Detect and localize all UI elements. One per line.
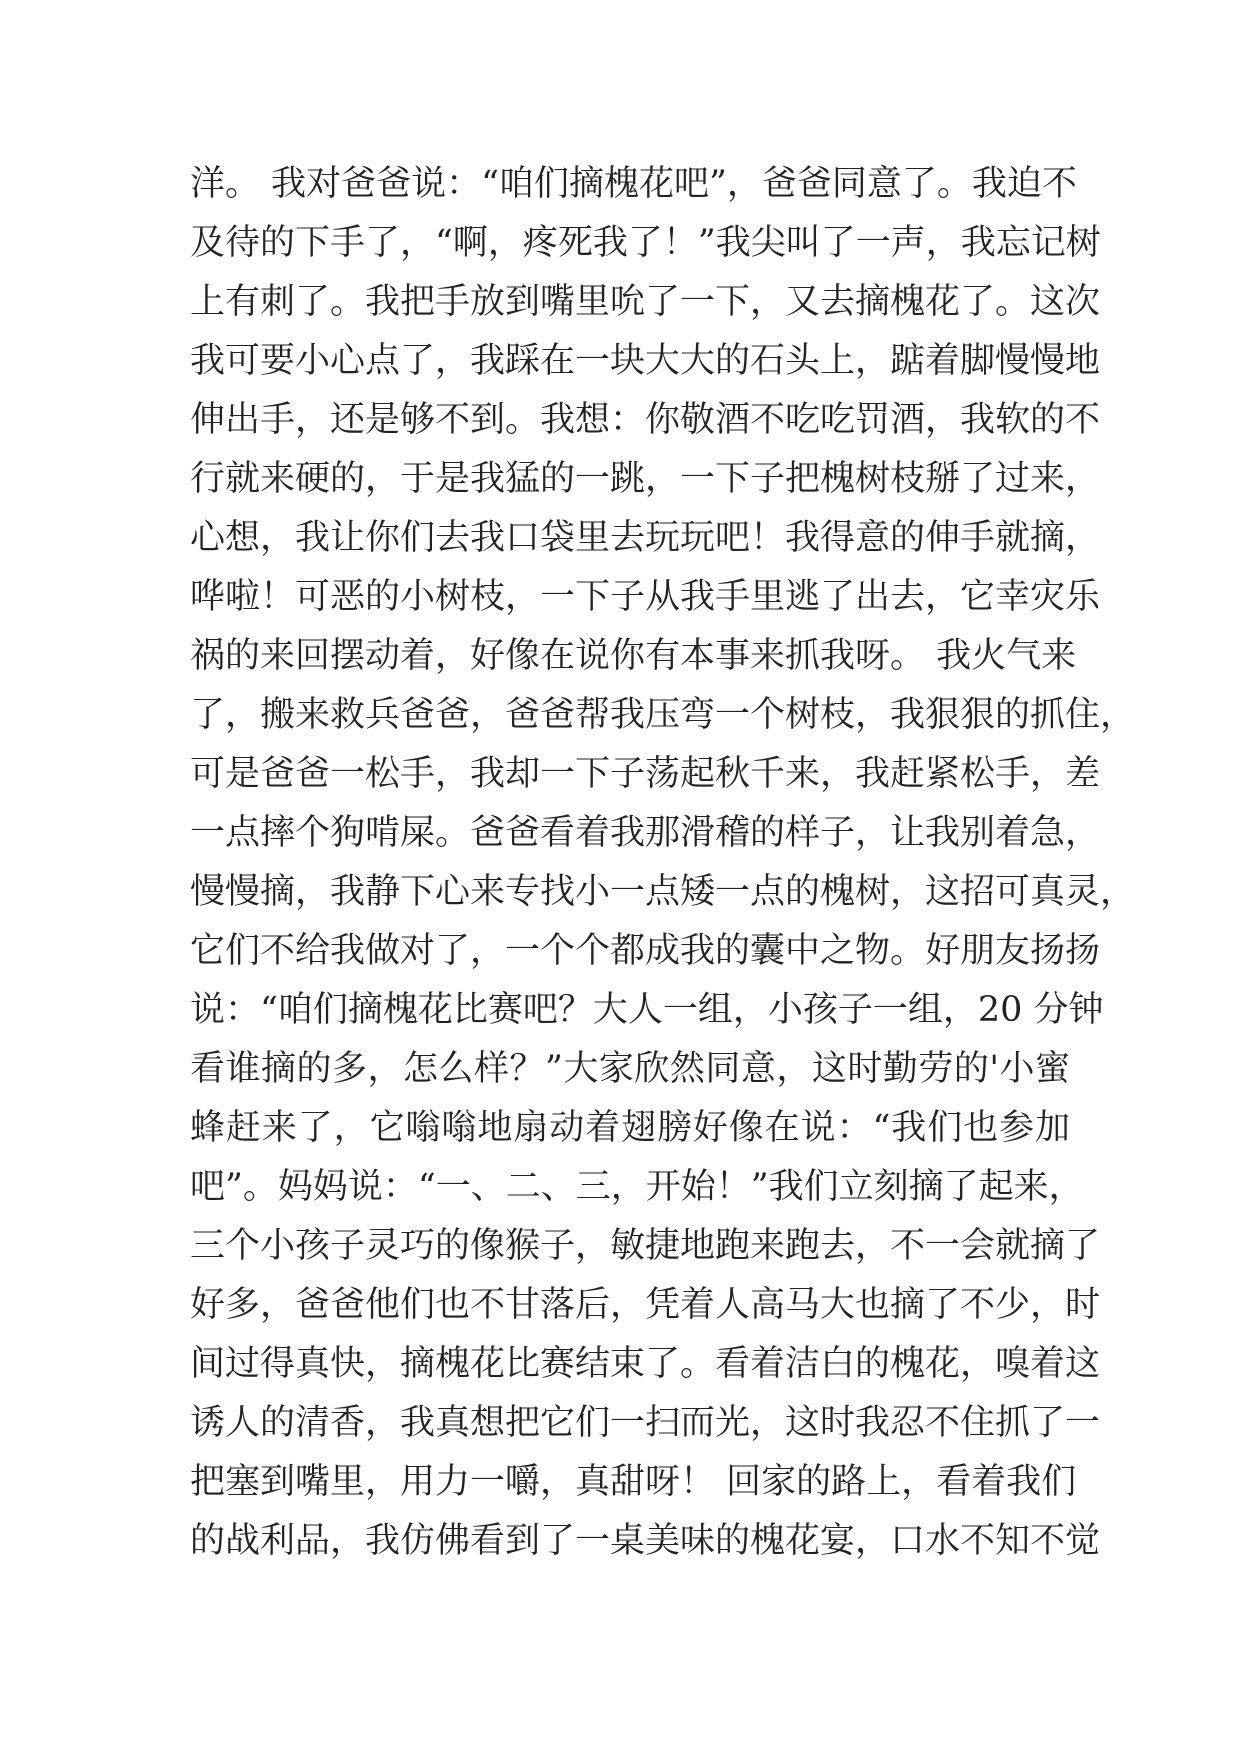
body-text [190, 155, 1136, 1571]
text-line: 我可要小心点了，我踩在一块大大的石头上，踮着脚慢慢地 [190, 341, 1101, 381]
text-line: 哗啦！可恶的小树枝，一下子从我手里逃了出去，它幸灾乐 [190, 577, 1101, 617]
text-line: 把塞到嘴里，用力一嚼，真甜呀！ 回家的路上，看着我们 [190, 1462, 1077, 1502]
text-line: 上有刺了。我把手放到嘴里吮了一下，又去摘槐花了。这次 [190, 282, 1101, 322]
text-line: 了，搬来救兵爸爸，爸爸帮我压弯一个树枝，我狠狠的抓住， [190, 695, 1136, 735]
text-line: 祸的来回摆动着，好像在说你有本事来抓我呀。 我火气来 [190, 636, 1077, 676]
text-line: 看谁摘的多，怎么样？”大家欣然同意，这时勤劳的'小蜜 [190, 1049, 1070, 1089]
text-line: 间过得真快，摘槐花比赛结束了。看着洁白的槐花，嗅着这 [190, 1344, 1101, 1384]
text-line: 伸出手，还是够不到。我想：你敬酒不吃吃罚酒，我软的不 [190, 400, 1101, 440]
text-line: 及待的下手了，“啊，疼死我了！”我尖叫了一声，我忘记树 [190, 223, 1101, 263]
text-line: 诱人的清香，我真想把它们一扫而光，这时我忍不住抓了一 [190, 1403, 1101, 1443]
text-line: 三个小孩子灵巧的像猴子，敏捷地跑来跑去，不一会就摘了 [190, 1226, 1101, 1266]
text-line: 吧”。妈妈说：“一、二、三，开始！”我们立刻摘了起来， [190, 1167, 1084, 1207]
text-line: 行就来硬的，于是我猛的一跳，一下子把槐树枝掰了过来， [190, 459, 1101, 499]
text-line: 说：“咱们摘槐花比赛吧？大人一组，小孩子一组，20 分钟 [190, 990, 1104, 1030]
text-line: 蜂赶来了，它嗡嗡地扇动着翅膀好像在说：“我们也参加 [190, 1108, 1070, 1148]
text-line: 心想，我让你们去我口袋里去玩玩吧！我得意的伸手就摘， [190, 518, 1101, 558]
text-line: 慢慢摘，我静下心来专找小一点矮一点的槐树，这招可真灵， [190, 872, 1136, 912]
text-line: 好多，爸爸他们也不甘落后，凭着人高马大也摘了不少，时 [190, 1285, 1101, 1325]
text-line: 洋。 我对爸爸说：“咱们摘槐花吧”，爸爸同意了。我迫不 [190, 164, 1077, 204]
text-line: 一点摔个狗啃屎。爸爸看着我那滑稽的样子，让我别着急， [190, 813, 1101, 853]
text-line: 它们不给我做对了，一个个都成我的囊中之物。好朋友扬扬 [190, 931, 1101, 971]
text-line: 可是爸爸一松手，我却一下子荡起秋千来，我赶紧松手，差 [190, 754, 1101, 794]
text-line: 的战利品，我仿佛看到了一桌美味的槐花宴，口水不知不觉 [190, 1521, 1101, 1561]
